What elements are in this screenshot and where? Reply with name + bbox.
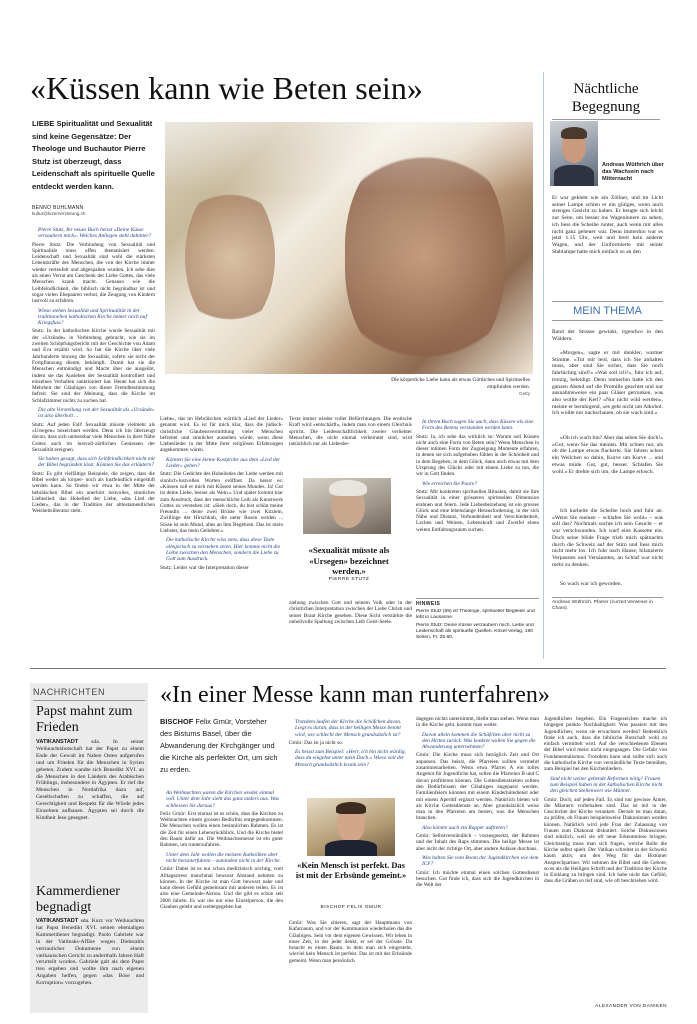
interview-answer: Liebe», das im Hebräischen wörtlich «Lied der Lieder» genannt wird. Es ist für mich klar, dass die jüdisch-christliche Glaubensvermittlung vieler Menschen befreiter und sinnlicher aussehen würde, wenn diese Liebeslieder in der Mitte ihrer religiösen Erfahrungen angekommen wären.	[160, 416, 283, 454]
headline-kussen: «Küssen kann wie Beten sein»	[30, 70, 423, 106]
interview-answer: Stutz: Leider war die Interpretation dieser	[160, 564, 249, 571]
interview-answer: Felix Gmür: Erst einmal ist es schön, dass die Kirchen zu Weihnachten einem grossen Bedürfnis entgegenkommen. Die Menschen wollen einen besinnlichen Rahmen. Es ist die Zeit für einen Lebensrückblick. Und die Kirche bietet den Raum dafür an. Die Weihnachtsmesse ist ein guter Rahmen, um runterzufahren.	[160, 810, 283, 849]
interview-answer: dagegen nichts unternimmt, bleibt man stehen. Wenn man in die Kirche geht, kommt man weiter.	[416, 716, 539, 729]
interview-answer: Gmür: Das ist ja nicht so.	[289, 739, 344, 746]
interview-answer: Stutz: Ja, ich sehe das wirklich so: Warum soll Küssen nicht auch eine Form von Beten sein? Wenn Menschen in dieser intimen Form der Zugneigung Momente erfahren, in denen sie sich aufgehoben fühlen in der Schönheit und in dem Begehen, in dem Glück, dann auch etwas mit dem Ursprung des Glücks oder mit einem Liebe zu tun, die wir in Gott finden.	[416, 433, 539, 478]
interview-answer: Gmür: Dabei ist es nur schon medizinisch wichtig, vom Alltagsstress manchmal bewusst Abstand nehmen zu können. In der Kirche ist man Gott bewusst nahe und kann dieses Gefühl gemeinsam mit anderen teilen. Es ist also eine Gemeinde-Aktion. Und die gibt es schon seit 2000 Jahren. Es war nie nur eine Einzelperson, die den Glauben gelebt und weitergegeben hat.	[160, 866, 283, 911]
bottom-lead-text: Felix Gmür, Vorsteher des Bistums Basel, über die Abwanderung der Kirchgänger und die Kirche als perfekter Ort, um sich zu erden.	[160, 717, 278, 774]
news-dateline2: VATIKANSTADT	[36, 918, 79, 924]
interview-answer: Gmür: Was Sie zitieren, sagt der Hauptmann von Kafarnaum, und vor der Kommunion wiederholen das die Gläubigen. Sein vor dem eigenen Gewissen. Wir leben in einer Zeit, in der jeder denkt, er sei der Grösste. Da braucht es einen Raum, in dem man sich eingesteht, wieviel kein Mensch ist perfekt. Das ist mit der Erbsünde gemeint. Wenn man persönlich	[289, 920, 412, 964]
portrait-wuthrich	[550, 121, 598, 186]
pull-quote-sexualitat: «Sexualität müsste als «Ursegen» bezeichnet werden.»	[308, 545, 390, 576]
news-text-papst	[36, 739, 144, 877]
interview-answer: Stutz: Es gibt vielfältige Beispiele, die zeigen, dass die Bibel weder als körper- noch als lustfeindlich eingestuft werden kann. So finden wir etwa in der Mitte der hebräischen Bibel ein unerhört lustvolles, sinnliches Liebeslied: das Hohelied der Liebe, «das Lied der Lieder», das in der Tradition der alttestamentlichen Weisheitsliteratur steht.	[32, 470, 155, 515]
bottom-lead-kicker: BISCHOF	[160, 717, 194, 726]
top-col1	[32, 224, 155, 654]
interview-answer: Gmür: Selbstverständlich – vorausgesetzt, der Rahmen und der Inhalt des Raps stimmen. Die heilige Messe ist aber nicht der richtige Ort, aber andere Anlässe durchaus.	[416, 833, 539, 852]
portrait-stutz	[303, 478, 391, 534]
news-dateline1: VATIKANSTADT	[36, 739, 79, 745]
hero-photo-kiss	[165, 122, 533, 374]
interview-question: Wie erreichen Sie Paare?	[422, 480, 477, 487]
pull-quote-gmur: BISCHOF FELIX GMÜR	[320, 905, 382, 910]
interview-question: An Weihnachten waren die Kirchen wieder einmal voll. Unter dem Jahr sieht das ganz anders aus. Was schliessen Sie daraus?	[166, 790, 280, 809]
news-body2: sda. Kurz vor Weihnachten hat Papst Benedikt XVI. seinen ehemaligen Kammerdiener begnadigt. Paolo Gabriele war in der Vatileaks-Affäre wegen Diebstahls vertraulicher Dokumente von einem vatikanischen Gericht zu anderthalb Jahren Haft verurteilt worden. Gabriele galt als dem Papst treu ergeben und wollte ihm nach eigenen Angaben helfen, gegen «das Böse und Korruption» vorzugehen.	[36, 918, 144, 987]
photo-caption: Die körperliche Liebe kann als etwas Göttliches und Spirituelles empfunden werden.	[391, 377, 530, 390]
interview-question: Pierre Stutz, Ihr neues Buch heisst «Deine Küsse verzaubern mich». Welches Anliegen steht dahinter?	[38, 227, 152, 240]
interview-answer: Gmür: Die Kirche muss sich bezüglich Zeit und Ort anpassen. Das heisst, die Pfarreien sollten vermehrt zusammenarbeiten. Wenn etwa Pfarrei A ein tolles Angebot für Jugendliche hat, sollen die Pfarreien B und C davon profitieren können. Die Gottesdienstzeiten sollten den Bedürfnissen der Gläubigen angepasst werden. Familienfeiern könnten mit einem Kinderhütedienst oder mit einem Aperitif ergänzt werden. Natürlich bieten wir als Kirche Gottesdienste an. Aber grundsätzlich weiss man in den Pfarreien am besten, was die Menschen brauchen.	[416, 752, 539, 822]
interview-answer: Texte immer wieder voller Befürchtungen. Die erotische Kraft wird «entschärft», indem man von einem Gleichnis spricht. Die Leidenschaftlichkeit zweier verliebter Menschen, die nicht einmal verheiratet sind, wird tatsächlich nur als Liebesbe-	[289, 416, 412, 448]
interview-answer: Jugendlichen begeben. Ein Fragezeichen mache ich hingegen punkto Nachhaltigkeit: Was passiert mit den Jugendlichen, wenn sie erwachsen werden? Bedenklich finde ich auch, dass die biblische Botschaft wohl zu einfach vermittelt wird. Auf die verschiedenen Ebenen der Bibel wird meist nicht eingegangen. Die Gefahr von Fundamentalismus. Trotzdem kann und sollte sich auch die katholische Kirche von verständliche Texte bemühen, zum Beispiel bei den Kirchenliedern.	[544, 716, 667, 773]
interview-question: Die katholische Kirche wiss stets, dass diese Texte allegorisch zu verstehen seien. Hier komme nicht die Liebe zwischen den Menschen, sondern die Liebe zu Gott zum Ausdruck.	[166, 537, 281, 563]
interview-question: Also könnte auch ein Rapper auftreten?	[422, 824, 508, 831]
sidebar-text1: Er war geklebt wie ein Zöllner, und im Licht seiner Lampe schien er ein gütiges, wenn auch strenges Gesicht zu haben. Er beugte sich leicht zur Seite, um besser ins Wageninnere zu sehen, ich liess die Scheibe runter, auch wenn mir alles nicht ganz geheuer war. Denn immerhin war es jetzt 1.15 Uhr, weit und breit kein anderer Wagen, und der Uniformierte mit seiner Stablampe hatte mich einfach so an den	[552, 195, 663, 255]
sidebar-title: Nächtliche Begegnung	[552, 80, 660, 120]
interview-question: Was halten Sie vom Boom der Jugendkirchen wie dem ICF?	[422, 854, 539, 868]
interview-answer: Stutz: In der katholischen Kirche wurde Sexualität mit der «Ursünde» in Verbindung gebracht, wie sie im zweiten Schöpfungsbericht mit der Geschichte von Adam und Eva erzählt wird. So hat die Kirche über viele Jahrhunderte hinweg die Sexualität, sofern sie nicht der Fortpflanzung diente, bekämpft. Damit hat sie die Menschen entmündigt und Macht über sie ausgeübt, indem sie das Ausleben der Sexualität kontrolliert und einzelnes Verhalten sanktioniert hat. Heute hat sich die Mehrheit der Gläubigen von dieser Fremdbestimmung befreit. Sie sind der Meinung, dass die Kirche im Schlafzimmer nichts zu suchen hat.	[32, 328, 155, 404]
interview-question: Wieso stehen Sexualität und Spiritualität in der traditionellen katholischen Kirche immer noch auf Kriegsfuss?	[38, 307, 147, 327]
pull-quote-mensch: «Kein Mensch ist perfekt. Das ist mit der Erbsünde gemeint.»	[295, 861, 407, 881]
news-headline-kammerdiener: Kammerdiener begnadigt	[36, 884, 120, 915]
sidebar-author-note: Andreas Wüthrich, Pfarrer (zurzeit Verweser in Cham).	[552, 597, 663, 612]
bottom-col2b	[289, 920, 412, 1015]
top-col3a	[289, 416, 412, 462]
bottom-col2a	[289, 716, 412, 790]
interview-question: Davon allein kommen die Schäfchen aber nicht zu den Hirten zurück. Was konkret wollen Sie gegen die Abwanderung unternehmen?	[422, 731, 536, 751]
lead-text: LIEBE Spiritualität und Sexualität sind keine Gegensätze: Der Theologe und Buchautor Pierre Stutz ist überzeugt, dass Leidenschaft als spirituelle Quelle entdeckt werden kann.	[32, 119, 155, 191]
bottom-byline: ALEXANDER VON DÄNIKEN	[595, 1004, 667, 1009]
hinweis-rule	[416, 598, 539, 599]
portrait-gmur	[307, 798, 395, 856]
bottom-col4	[544, 716, 667, 1001]
interview-answer: Stutz: Auf jeden Fall! Sexualität müsste vielmehr als «Ursegen» bezeichnet werden. Denn ich bin überzeugt davon, dass sich unmessbar viele Menschen in ihrer Nähe Gottes auch im lustvoll-zärtlichen Geniessen der Sexualität ereignen.	[32, 421, 155, 453]
interview-question: Die alte Vorstellung von der Sexualität als «Ursünde» ist also überholt ...	[38, 407, 155, 420]
interview-question: Trotzdem laufen der Kirche die Schäfchen davon. Liegt es daran, dass in der heiligen Messe betont wird, wie schlecht der Mensch grundsätzlich ist?	[295, 719, 402, 738]
sidebar-text3: «Morgen», sagte er mit dunkler, warmer Stimme. «Tut mir leid, dass ich Sie anhalten muss, aber sind Sie sicher, dass Sie noch fahrtüchtig sind?» «Was soll ich?», fuhr ich auf, trotzig, beleidigt. Denn immerhin hatte ich den ganzen Abend auf die Promille geachtet und nur ausnahmsweise ein paar Gläser getrunken, was also wollte der Kerl? «Nur nicht wild werden», meinte er beruhigend, «es geht nicht um Alkohol. Ich wollte nur nachschauen, ob sie wach sind.»	[552, 350, 663, 417]
headline-messe: «In einer Messe kann man runterfahren»	[160, 682, 550, 708]
interview-question: Sind nicht weiter gehende Reformen nötig? Frauen zum Beispiel haben in der katholischen Kirche nicht den gleichen Stellenwert wie Männer.	[550, 775, 663, 795]
hinweis-title: HINWEIS	[416, 601, 441, 607]
interview-question: Es heisst zum Beispiel: «Herr, ich bin nicht würdig, dass du eingehst unter mein Dach.» Wieso soll der Mensch grundsätzlich krank sein?	[295, 749, 406, 768]
top-col4	[416, 416, 539, 596]
bottom-lead	[160, 716, 280, 776]
interview-question: Können Sie eine kleine Kostprobe aus dem «Lied der Lieder» geben?	[166, 456, 281, 470]
interview-answer: Stutz: Die Gedichte des Hoheliedes der Liebe werden mit sinnlich-lustvollen Worten eröffnet. Da heisst es: «Küssen soll er mich mit Küssen seines Mundes. Ja! Gut ist deine Liebe, besser als Wein.» Und später kommt klar zum Ausdruck, dass der menschliche Leib als Kunstwerk Gottes zu verstehen ist: «Sieh doch, du bist schön meine Freundin ... deine zwei Brüste wie zwei Kitzlein, Zwillinge der Hirschkuh, die unter Rosen weiden ... Süsse ist sein Mund, alles an ihm Begehren. Das ist mein Liebster, das mein Geliebter.»	[160, 471, 283, 535]
interview-answer: Stutz: Mit konkreten spirituellen Ritualen, damit sie ihre Sexualität in einer grösseren spirituellen Dimension erahnen und feiern. Jede Liebesbeziehung ist ein grosses Glück und eine lebenslange Herausforderung, in der sich Nähe und Distanz, Verbundenheit und Verschiedenheit, Lachen und Weinen, Lebenskraft und Zweifel einen weiten Entfaltungsraum suchen.	[416, 488, 539, 533]
interview-answer: Pierre Stutz: Die Verbindung von Sexualität und Spiritualität muss offen thematisiert werden: Leidenschaft und Sexualität sind wohl die stärksten Lebenskräfte des Menschen, die von der Kirche immer wieder verteufelt und abgespalten wurden. Ich sehe dies als einen Verrat am Geschenk der Liebe Gottes, das viele Menschen krank macht. Genauso wie die Leibfeindlichkeit, die biblisch nicht begründbar ist und sogar vielen Ehepaaren verbot, die Zeugung von Kindern lustvoll zu erfahren.	[32, 241, 155, 305]
sidebar-text5: Ich kurbelte die Scheibe hoch und fuhr an. «Wenn Sie meinen – schlafen Sie wohl» – was soll das? Nochmals suchte ich sein Gesicht – er war verschwunden. Ich warf eine Kassette ein. Doch seine blöde Frage trieb mich spätnachts durch die Schweiz auf der Stirn und liess mich nicht mehr los. Ich fuhr nach Hause, bilanzierte Verpasstes und Versäumtes, an Schlaf war nicht mehr zu denken.	[552, 508, 663, 568]
news-text-kammerdiener	[36, 918, 144, 1013]
author-email: kultur@luzernerzeitung.ch	[32, 211, 86, 216]
nachrichten-label: NACHRICHTEN	[33, 686, 145, 701]
author-name: BENNO BÜHLMANN	[32, 205, 84, 211]
sidebar-text4: «Oh ich wach bin? Aber das sehen Sie doch!» «Gut, wenn Sie das meinen. Mir schien nur, als ob die Lampe etwas flackerte. Sie fahren schon ein Weilchen so dahin, Kurve um Kurve ... und etwas müde. Gut, gut, besser. Schlafen Sie wohl.» Er drehte sich um, die Lampe erlosch.	[552, 435, 663, 475]
section-divider	[30, 668, 666, 669]
sidebar-text2: Rand der Strasse gewinkt, irgendwo in den Wäldern.	[552, 329, 663, 342]
interview-question: Sie haben gesagt, dass sich Leibfeindlichkeit nicht mit der Bibel begründen lässt. Können Sie das erläutern?	[38, 456, 155, 469]
interview-question: Unter dem Jahr wollen die meisten Katholiken aber nicht herunterfahren – zumindest nicht in der Kirche.	[166, 851, 281, 864]
hinweis-text1: Pierre Stutz (59) ist Theologe, spiritueller Begleiter und lebt in Lausanne.	[416, 609, 535, 620]
interview-answer: ziehung zwischen Gott und seinem Volk oder in der christlichen Interpretation zwischen der Liebe Christi und seiner Braut Kirche gesehen. Diese Sicht verstärkte die unheilvolle Spaltung zwischen Leib Geist-Seele.	[289, 600, 412, 625]
interview-answer: Gmür: Ich möchte einmal einen solchen Gottesdienst besuchen. Gut finde ich, dass sich die Jugendkirchen in die Welt der	[416, 869, 539, 889]
interview-answer: Gmür: Doch, auf jeden Fall. Es sind nur gewisse Ämter, die Männern vorbehalten sind. Das ist teil in der Geschichte der Kirche verankert. Derzeit ist man daran, zu prüfen, ob Frauen beispielsweise Diakoninnen werden können. Natürlich wird jede Frau der Zulassung von Frauen zum Diakonat diskutiert. Solche Diskussionen sind nützlich, weil sie oft neue Erkenntnisse bringen. Gleichzeitig muss man sich fragen, welche Rolle die Kirche selbst spielt. Der Vatikan schreitet in der Schweiz kaum aktiv, um den Weg für das Bistümer Ansprechpartner. Wir nehmen die Bibel und die Gebote, so es als die Heiligen Schrift und der Tradition der Kirche in Einklang zu bringen sind. Ich habe nicht das Gefühl, dass die Gräben so tief sind, wie oft beschrieben wird.	[544, 796, 667, 885]
top-col3b	[289, 600, 412, 654]
hinweis-text2: Pierre Stutz: Deine Küsse verzaubern mich. Liebe und Leidenschaft als spirituelle Quellen. Kösel-Verlag, 190 Seiten, Fr. 25.60.	[416, 623, 534, 640]
sidebar-photo-caption: Andreas Wüthrich über das Wachsein nach Mitternacht	[602, 162, 664, 182]
pull-quote-author: PIERRE STUTZ	[328, 577, 370, 582]
bottom-col1	[160, 787, 283, 1015]
sidebar-text6: So wach war ich geworden.	[560, 581, 622, 587]
news-body1: sda. In seiner Weihnachtsbotschaft hat der Papst zu einem Ende der Gewalt im Nahen Osten aufgerufen und um Frieden für die Menschen in Syrien gebeten. Zudem wandte sich Benedikt XVI. an die Menschen in den Ländern des Arabischen Frühlings, insbesondere in Ägypten. Er rief die Menschen in Nordafrika dazu auf, Gesellschaften zu schaffen, die auf Gerechtigkeit und Respekt für die Würde jedes Einzelnen aufbauen. Ägypten sei durch die Kindheit Jesu gesegnet.	[36, 739, 144, 821]
photo-credit: Getty	[519, 391, 530, 396]
interview-question: In threm Buch sagen Sie auch, dass Küssen als eine Form des Betens verstanden werden kann.	[422, 419, 534, 432]
top-col2	[160, 416, 283, 654]
bottom-col3	[416, 716, 539, 1015]
mein-thema: MEIN THEMA	[552, 301, 663, 321]
news-headline-papst: Papst mahnt zum Frieden	[36, 704, 133, 735]
